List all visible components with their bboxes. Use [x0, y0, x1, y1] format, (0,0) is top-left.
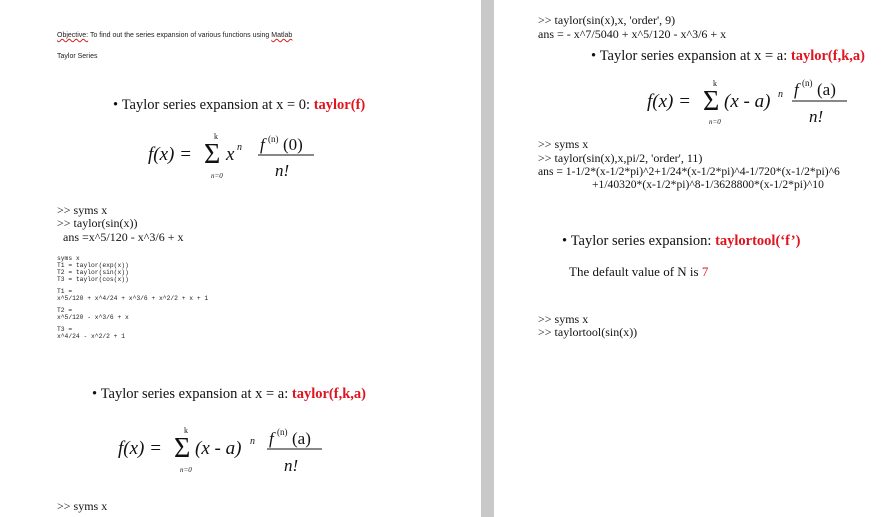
- code-line: T2 =: [57, 307, 73, 314]
- code-line: T1 = taylor(exp(x)): [57, 262, 129, 269]
- formula-denominator: n!: [275, 161, 290, 180]
- formula-term: (x - a): [195, 438, 242, 459]
- formula-term-exp: n: [778, 89, 783, 100]
- sum-top: k: [184, 426, 188, 435]
- bullet-taylortool: [562, 233, 800, 250]
- bullet-command: taylor(f,k,a): [790, 48, 865, 64]
- formula-numerator: f: [260, 135, 265, 154]
- ans-pi-line2: [592, 179, 824, 191]
- bullet-dot: •: [92, 386, 101, 402]
- bullet-dot: •: [591, 48, 600, 64]
- code-line: x^5/120 + x^4/24 + x^3/6 + x^2/2 + x + 1: [57, 295, 209, 302]
- taylor-formula-at-a: [118, 420, 338, 483]
- bullet-command: taylor(f): [313, 97, 366, 113]
- bullet-text: Taylor series expansion:: [570, 233, 716, 249]
- code-line: T3 = taylor(cos(x)): [57, 276, 129, 283]
- code-line: T3 =: [57, 326, 73, 333]
- formula-numerator-arg: (a): [817, 80, 836, 99]
- formula-lhs: f(x) =: [647, 91, 691, 112]
- objective-label: Objective:: [57, 32, 89, 39]
- cmd-taylor-pi: [538, 152, 702, 164]
- bullet-text: Taylor series expansion at x = a:: [100, 386, 292, 402]
- formula-denominator: n!: [284, 456, 299, 475]
- objective-line: [57, 32, 292, 39]
- formula-svg: [118, 420, 338, 478]
- code-line: x^4/24 - x^2/2 + 1: [57, 333, 126, 340]
- sum-bottom: n=0: [180, 466, 192, 474]
- bullet-dot: •: [113, 97, 122, 113]
- cmd-taylor-order: [538, 14, 675, 26]
- sum-bottom: n=0: [211, 172, 223, 180]
- formula-numerator: f: [269, 429, 274, 448]
- bullet-taylor-at-a-right: [591, 48, 865, 65]
- bullet-command: taylor(f,k,a): [291, 386, 366, 402]
- code-block: [57, 255, 208, 340]
- formula-lhs: f(x) =: [118, 438, 162, 459]
- cmd-taylor-order-text: >> taylor(sin(x),x, 'order', 9): [538, 13, 676, 27]
- cmd-syms-right-2-text: >> syms x: [538, 312, 589, 326]
- ans-pi-line1: [538, 166, 840, 178]
- formula-term-exp: n: [250, 436, 255, 447]
- sum-bottom: n=0: [709, 118, 721, 126]
- bullet-taylor-at-a: [92, 386, 366, 403]
- cmd-syms-bottom: [57, 500, 107, 512]
- formula-numerator-arg: (a): [292, 429, 311, 448]
- bullet-dot: •: [562, 233, 571, 249]
- formula-term: (x - a): [724, 91, 771, 112]
- cmd-syms: [57, 204, 107, 216]
- default-n-value: 7: [701, 264, 709, 279]
- cmd-taylortool-text: >> taylortool(sin(x)): [538, 325, 638, 339]
- formula-numerator-exp: (n): [268, 134, 279, 144]
- sum-top: k: [713, 79, 717, 88]
- cmd-syms-text: >> syms x: [57, 203, 108, 217]
- cmd-taylor-pi-text: >> taylor(sin(x),x,pi/2, 'order', 11): [538, 151, 703, 165]
- sum-top: k: [214, 132, 218, 141]
- code-line: syms x: [57, 255, 80, 262]
- formula-numerator-exp: (n): [802, 78, 813, 88]
- formula-svg: [647, 74, 867, 130]
- ans-line-text: ans =x^5/120 - x^3/6 + x: [63, 230, 184, 244]
- ans-line: [63, 231, 183, 243]
- document-page-right: [494, 0, 885, 517]
- bullet-text: Taylor series expansion at x = a:: [599, 48, 791, 64]
- cmd-taylor: [57, 217, 138, 229]
- formula-term-exp: n: [237, 142, 242, 153]
- cmd-syms-right: [538, 138, 588, 150]
- objective-text: To find out the series expansion of various functions using: [88, 32, 272, 39]
- sum-sign: Σ: [204, 139, 221, 170]
- ans-order-text: ans = - x^7/5040 + x^5/120 - x^3/6 + x: [538, 27, 727, 41]
- cmd-syms-right-2: [538, 313, 588, 325]
- taylor-formula-at-zero: [148, 126, 348, 187]
- ans-pi-line2-text: +1/40320*(x-1/2*pi)^8-1/3628800*(x-1/2*pi)^10: [592, 178, 824, 191]
- formula-term: x: [226, 144, 235, 165]
- formula-numerator-arg: (0): [283, 135, 303, 154]
- objective-matlab: Matlab: [271, 32, 293, 39]
- formula-lhs: f(x) =: [148, 144, 192, 165]
- cmd-syms-bottom-text: >> syms x: [57, 499, 108, 513]
- section-title: Taylor Series: [57, 53, 98, 60]
- ans-order: [538, 28, 726, 40]
- cmd-taylor-text: >> taylor(sin(x)): [57, 216, 138, 230]
- code-line: T1 =: [57, 288, 73, 295]
- formula-denominator: n!: [809, 107, 824, 126]
- cmd-syms-right-text: >> syms x: [538, 137, 589, 151]
- sum-sign: Σ: [174, 433, 191, 464]
- formula-numerator-exp: (n): [277, 427, 288, 437]
- code-line: T2 = taylor(sin(x)): [57, 269, 129, 276]
- bullet-taylor-at-zero: [113, 97, 365, 114]
- formula-svg: [148, 126, 348, 182]
- formula-numerator: f: [794, 80, 799, 99]
- default-n-line: [569, 264, 708, 280]
- taylor-formula-right: [647, 74, 867, 135]
- sum-sign: Σ: [703, 86, 720, 117]
- default-n-text: The default value of N is: [569, 264, 702, 279]
- bullet-command: taylortool(‘f’): [715, 233, 801, 249]
- code-line: x^5/120 - x^3/6 + x: [57, 314, 129, 321]
- bullet-text: Taylor series expansion at x = 0:: [121, 97, 314, 113]
- cmd-taylortool: [538, 326, 637, 338]
- ans-pi-line1-text: ans = 1-1/2*(x-1/2*pi)^2+1/24*(x-1/2*pi)^4-1/720*(x-1/2*pi)^6: [538, 165, 840, 178]
